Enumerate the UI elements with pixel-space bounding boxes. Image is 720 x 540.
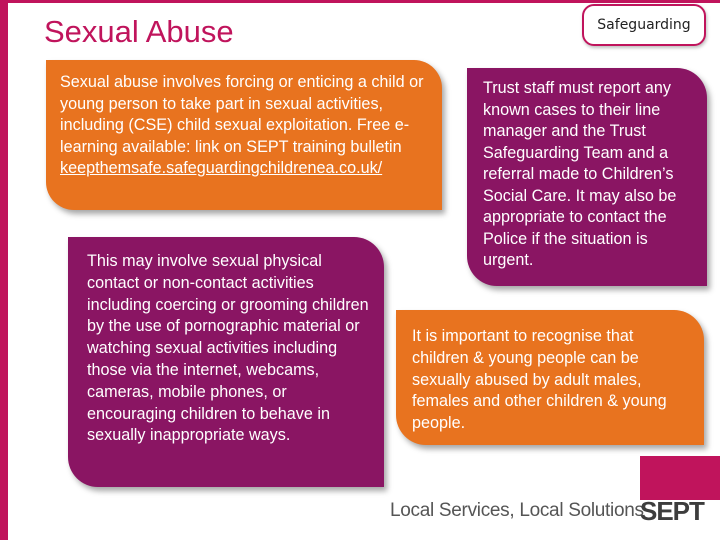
safeguarding-badge: Safeguarding	[582, 4, 706, 46]
reporting-text: Trust staff must report any known cases to their line manager and the Trust Safeguarding Team and a referral made to Children’s Social Care. It may also be appropriate to contact the Police if the situation is urgent.	[483, 79, 677, 269]
footer-slogan: Local Services, Local Solutions	[390, 500, 644, 521]
training-link[interactable]: keepthemsafe.safeguardingchildrenea.co.uk/	[60, 159, 383, 177]
reporting-box	[467, 68, 707, 286]
involvement-text: This may involve sexual physical contact or non-contact activities including coercing or grooming children by the use of pornographic material or watching sexual activities including those via the internet, webcams, cameras, mobile phones, or encouraging children to behave in sexually inappropriate ways.	[87, 252, 369, 445]
recognition-text: It is important to recognise that children & young people can be sexually abused by adult males, females and other children & young people.	[412, 327, 667, 433]
slide-frame-top	[0, 0, 720, 3]
slide-title: Sexual Abuse	[44, 14, 234, 49]
involvement-box	[68, 237, 384, 487]
definition-text: Sexual abuse involves forcing or enticing a child or young person to take part in sexual activities, including (CSE) child sexual exploitation. Free e-learning available: link on SEPT training bulletin	[60, 73, 424, 156]
slide-frame-left	[0, 0, 8, 540]
recognition-box	[396, 310, 704, 445]
sept-logo: SEPT	[640, 496, 704, 526]
logo-accent-block	[640, 456, 720, 500]
definition-box	[46, 60, 442, 210]
